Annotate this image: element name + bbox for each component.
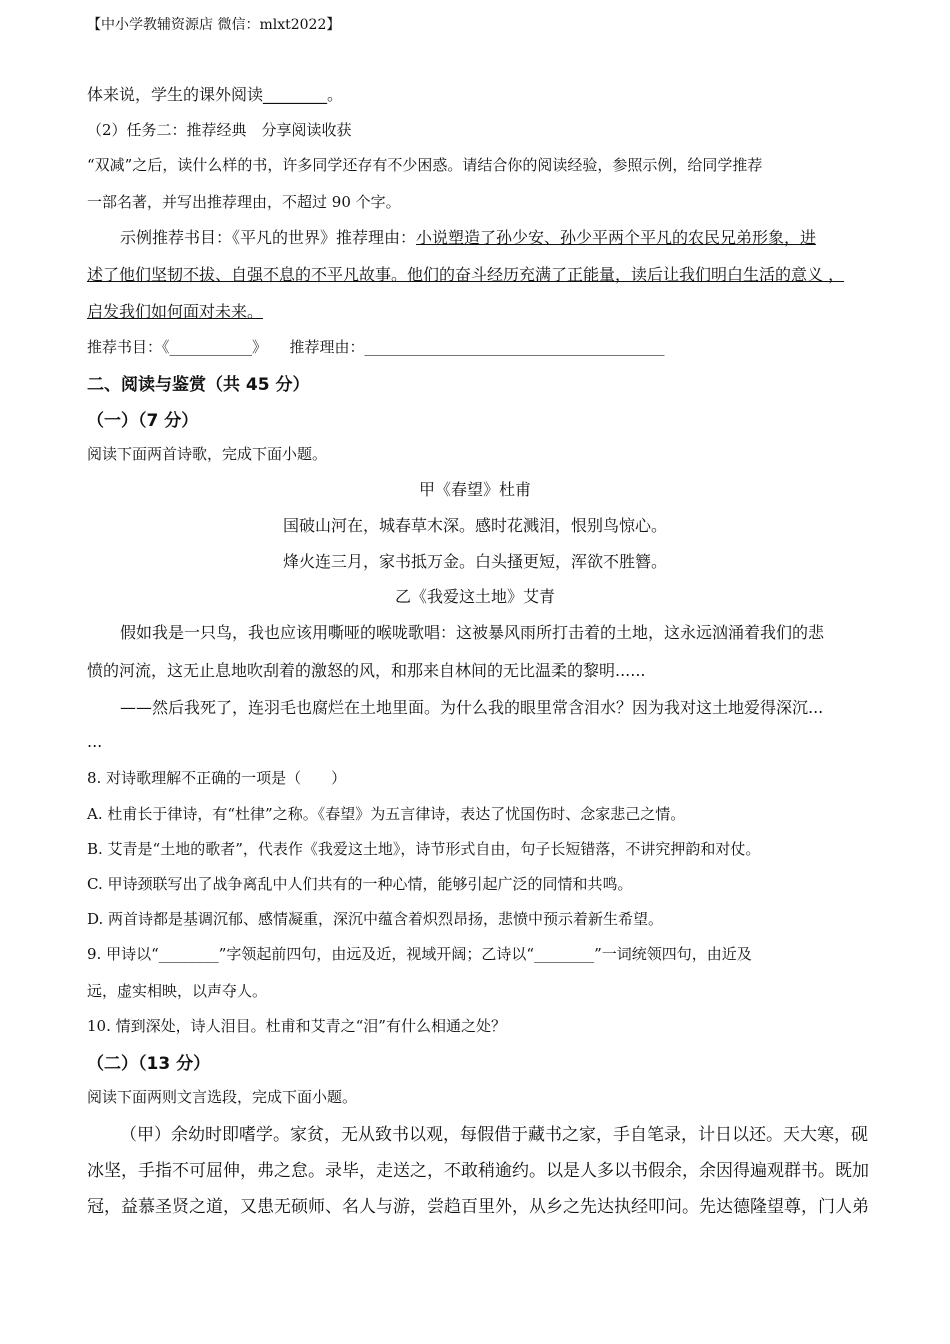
subsection-heading: （一）（7 分） — [87, 411, 199, 431]
example-line — [120, 225, 816, 248]
subsection-heading: （二）（13 分） — [87, 1054, 211, 1074]
page-header: 【中小学教辅资源店 微信：mlxt2022】 — [87, 17, 341, 33]
text-line: 一部名著，并写出推荐理由，不超过 90 个字。 — [87, 193, 401, 211]
poem-line: 愤的河流，这无止息地吹刮着的激怒的风，和那来自林间的无比温柔的黎明...... — [87, 661, 646, 680]
option-d: D. 两首诗都是基调沉郁、感情凝重，深沉中蕴含着炽烈昂扬，悲愤中预示着新生希望。 — [87, 910, 664, 928]
example-reason: 启发我们如何面对未来。 — [87, 302, 264, 321]
option-b: B. 艾青是“土地的歌者”，代表作《我爱这土地》，诗节形式自由，句子长短错落，不讲究押韵和对仗。 — [87, 840, 761, 858]
poem-line: ——然后我死了，连羽毛也腐烂在土地里面。为什么我的眼里常含泪水？因为我对这土地爱得深沉... — [120, 698, 824, 717]
poem-title: 乙《我爱这土地》艾青 — [394, 587, 555, 606]
poem-title: 甲《春望》杜甫 — [418, 480, 531, 499]
question-8: 8. 对诗歌理解不正确的一项是（ ） — [87, 769, 347, 787]
option-c: C. 甲诗颈联写出了战争离乱中人们共有的一种心情，能够引起广泛的同情和共鸣。 — [87, 875, 633, 893]
classical-text-line: 冰坚，手指不可屈伸，弗之怠。录毕，走送之，不敢稍逾约。以是人多以书假余，余因得遍观群书。既加 — [87, 1161, 869, 1181]
poem-line: 假如我是一只鸟，我也应该用嘶哑的喉咙歌唱：这被暴风雨所打击着的土地，这永远汹涌着我们的悲 — [120, 623, 825, 642]
text-line: 体来说，学生的课外阅读________。 — [87, 85, 344, 104]
example-label: 示例推荐书目：《平凡的世界》推荐理由： — [120, 228, 417, 247]
example-reason: 小说塑造了孙少安、孙少平两个平凡的农民兄弟形象，进 — [416, 228, 817, 247]
poem-line: 国破山河在，城春草木深。感时花溅泪，恨别鸟惊心。 — [282, 516, 667, 535]
task-heading: （2）任务二：推荐经典 分享阅读收获 — [87, 121, 352, 139]
question-9: 远，虚实相映，以声夺人。 — [87, 982, 268, 1000]
classical-text-line: 冠，益慕圣贤之道，又患无硕师、名人与游，尝趋百里外，从乡之先达执经叩问。先达德隆望尊，门人弟 — [87, 1197, 869, 1217]
classical-text-line: （甲）余幼时即嗜学。家贫，无从致书以观，每假借于藏书之家，手自笔录，计日以还。天大寒，砚 — [120, 1125, 868, 1145]
example-reason: 述了他们坚韧不拔、自强不息的不平凡故事。他们的奋斗经历充满了正能量，读后让我们明白生活的意义 ， — [87, 265, 845, 284]
instruction: 阅读下面两首诗歌，完成下面小题。 — [87, 445, 328, 463]
answer-blank-line: 推荐书目：《___________》 推荐理由：________________________________________ — [87, 338, 665, 356]
text-line: “双减”之后，读什么样的书，许多同学还存有不少困惑。请结合你的阅读经验，参照示例，给同学推荐 — [87, 156, 763, 174]
question-9: 9. 甲诗以“________”字领起前四句，由远及近，视域开阔；乙诗以“________”一词统领四句，由近及 — [87, 945, 752, 963]
instruction: 阅读下面两则文言选段，完成下面小题。 — [87, 1088, 358, 1106]
section-heading: 二、阅读与鉴赏（共 45 分） — [87, 375, 310, 395]
poem-line: 烽火连三月，家书抵万金。白头搔更短，浑欲不胜簪。 — [282, 552, 667, 571]
question-10: 10. 情到深处，诗人泪目。杜甫和艾青之“泪”有什么相通之处？ — [87, 1017, 506, 1035]
poem-line: ... — [87, 732, 103, 751]
option-a: A. 杜甫长于律诗，有“杜律”之称。《春望》为五言律诗，表达了忧国伤时、念家悲己之情。 — [87, 805, 686, 823]
